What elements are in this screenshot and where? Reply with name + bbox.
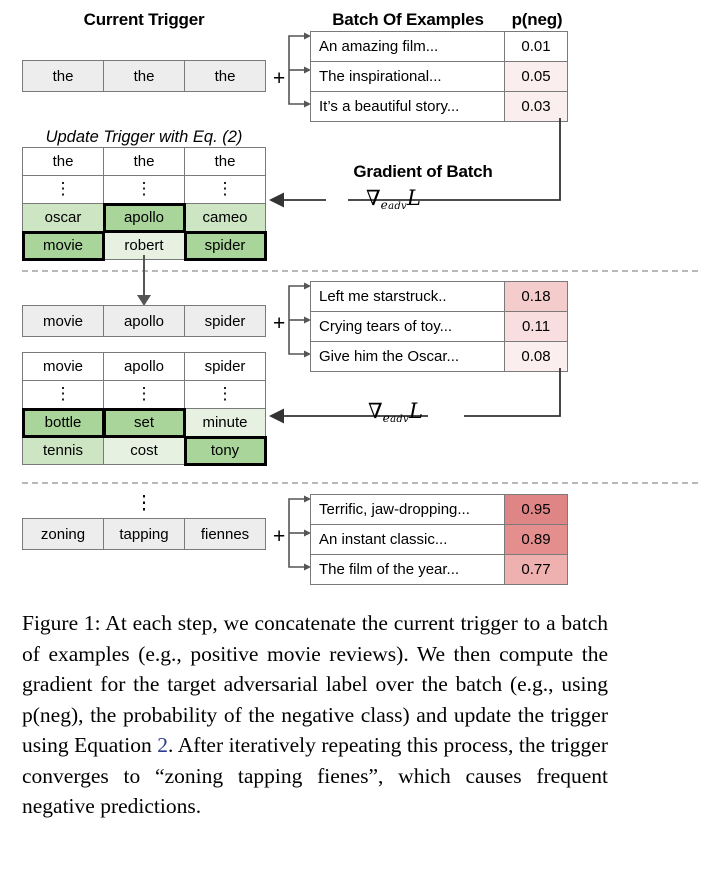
candidate-cell[interactable]: minute: [185, 409, 266, 437]
trigger-cell[interactable]: zoning: [23, 519, 104, 550]
p-neg-heading: p(neg): [511, 10, 563, 29]
p-neg-cell[interactable]: 0.11: [505, 312, 568, 342]
update-to-trigger-arrow-1: [135, 255, 155, 307]
batch-of-examples-heading: Batch Of Examples: [332, 10, 484, 29]
table-row: [311, 32, 568, 62]
candidate-cell-selected[interactable]: spider: [185, 232, 266, 260]
example-cell[interactable]: Crying tears of toy...: [311, 312, 505, 342]
example-cell[interactable]: An instant classic...: [311, 525, 505, 555]
trigger-cell[interactable]: movie: [23, 306, 104, 337]
batch-table-stage-3: [310, 494, 568, 585]
ellipsis-cell: ⋮: [185, 381, 266, 409]
p-neg-cell[interactable]: 0.89: [505, 525, 568, 555]
ellipsis-cell: ⋮: [23, 381, 104, 409]
table-row: [23, 409, 266, 437]
p-neg-cell[interactable]: 0.18: [505, 282, 568, 312]
gradient-subscript: eadv: [382, 411, 409, 425]
p-neg-cell[interactable]: 0.77: [505, 555, 568, 585]
candidate-cell[interactable]: tennis: [23, 437, 104, 465]
batch-table-stage-1: [310, 31, 568, 122]
ellipsis-cell: ⋮: [104, 381, 185, 409]
batch-table-stage-2: [310, 281, 568, 372]
table-row: [311, 62, 568, 92]
current-trigger-heading: Current Trigger: [83, 10, 205, 29]
section-divider-1: [22, 270, 698, 272]
loss-symbol: L: [407, 186, 421, 210]
update-table-stage-2: [22, 352, 266, 465]
equation-link[interactable]: 2: [157, 733, 169, 757]
plus-sign-stage-3: +: [273, 525, 286, 548]
trigger-cell[interactable]: tapping: [104, 519, 185, 550]
candidate-cell[interactable]: spider: [185, 353, 266, 381]
trigger-cell[interactable]: the: [23, 61, 104, 92]
gradient-subscript: eadv: [380, 198, 407, 212]
table-row: [23, 204, 266, 232]
table-row: [311, 342, 568, 372]
candidate-cell[interactable]: apollo: [104, 353, 185, 381]
table-row: [23, 381, 266, 409]
candidate-cell-selected[interactable]: set: [104, 409, 185, 437]
trigger-cell[interactable]: the: [185, 61, 266, 92]
table-row: [23, 353, 266, 381]
candidate-cell[interactable]: movie: [23, 353, 104, 381]
ellipsis-cell: ⋮: [104, 176, 185, 204]
example-cell[interactable]: The inspirational...: [311, 62, 505, 92]
table-row: [311, 282, 568, 312]
gradient-formula-stage-1: [366, 186, 421, 212]
trigger-cell[interactable]: the: [104, 61, 185, 92]
table-row: [23, 306, 266, 337]
nabla-icon: ∇: [368, 399, 383, 423]
gradient-formula-stage-2: [368, 399, 423, 425]
table-row: [311, 555, 568, 585]
table-row: [23, 176, 266, 204]
example-cell[interactable]: The film of the year...: [311, 555, 505, 585]
candidate-cell[interactable]: cameo: [185, 204, 266, 232]
trigger-table-stage-2: [22, 305, 266, 337]
table-row: [311, 525, 568, 555]
caption-text-part2: . After iteratively repeating this process, the trigger converges to “zoning tapping fienes”, which causes frequent negative predictions.: [22, 733, 608, 818]
nabla-icon: ∇: [366, 186, 381, 210]
trigger-cell[interactable]: fiennes: [185, 519, 266, 550]
candidate-cell[interactable]: the: [185, 148, 266, 176]
candidate-cell-selected[interactable]: movie: [23, 232, 104, 260]
candidate-cell[interactable]: oscar: [23, 204, 104, 232]
loss-symbol: L: [409, 399, 423, 423]
candidate-cell-selected[interactable]: bottle: [23, 409, 104, 437]
table-row: [23, 61, 266, 92]
example-cell[interactable]: An amazing film...: [311, 32, 505, 62]
table-row: [311, 495, 568, 525]
ellipsis-cell: ⋮: [23, 176, 104, 204]
caption-label: Figure 1:: [22, 611, 101, 635]
caption-text-part1: At each step, we concatenate the current trigger to a batch of examples (e.g., positive movie reviews). We then compute the gradient for the target adversarial label over the batch (e.g., using p(neg), the probability of the negative class) and update the trigger using Equation: [22, 611, 608, 757]
candidate-cell[interactable]: robert: [104, 232, 185, 260]
plus-sign-stage-1: +: [273, 67, 286, 90]
p-neg-cell[interactable]: 0.95: [505, 495, 568, 525]
p-neg-cell[interactable]: 0.01: [505, 32, 568, 62]
p-neg-cell[interactable]: 0.05: [505, 62, 568, 92]
table-row: [23, 437, 266, 465]
candidate-cell[interactable]: the: [23, 148, 104, 176]
update-trigger-heading-stage-1: Update Trigger with Eq. (2): [45, 128, 243, 146]
example-cell[interactable]: Left me starstruck..: [311, 282, 505, 312]
figure-caption: [22, 608, 608, 822]
candidate-cell[interactable]: the: [104, 148, 185, 176]
example-cell[interactable]: Give him the Oscar...: [311, 342, 505, 372]
section-divider-2: [22, 482, 698, 484]
table-row: [311, 92, 568, 122]
trigger-table-stage-1: [22, 60, 266, 92]
table-row: [23, 148, 266, 176]
update-table-stage-1: [22, 147, 266, 260]
table-row: [23, 519, 266, 550]
gradient-of-batch-heading: Gradient of Batch: [353, 162, 493, 181]
candidate-cell[interactable]: cost: [104, 437, 185, 465]
table-row: [311, 312, 568, 342]
candidate-cell-selected[interactable]: apollo: [104, 204, 185, 232]
ellipsis-cell: ⋮: [185, 176, 266, 204]
trigger-ellipsis-stage-3: ⋮: [134, 493, 154, 514]
trigger-cell[interactable]: spider: [185, 306, 266, 337]
p-neg-cell[interactable]: 0.03: [505, 92, 568, 122]
trigger-table-stage-3: [22, 518, 266, 550]
example-cell[interactable]: It’s a beautiful story...: [311, 92, 505, 122]
plus-sign-stage-2: +: [273, 312, 286, 335]
trigger-cell[interactable]: apollo: [104, 306, 185, 337]
candidate-cell-selected[interactable]: tony: [185, 437, 266, 465]
p-neg-cell[interactable]: 0.08: [505, 342, 568, 372]
example-cell[interactable]: Terrific, jaw-dropping...: [311, 495, 505, 525]
